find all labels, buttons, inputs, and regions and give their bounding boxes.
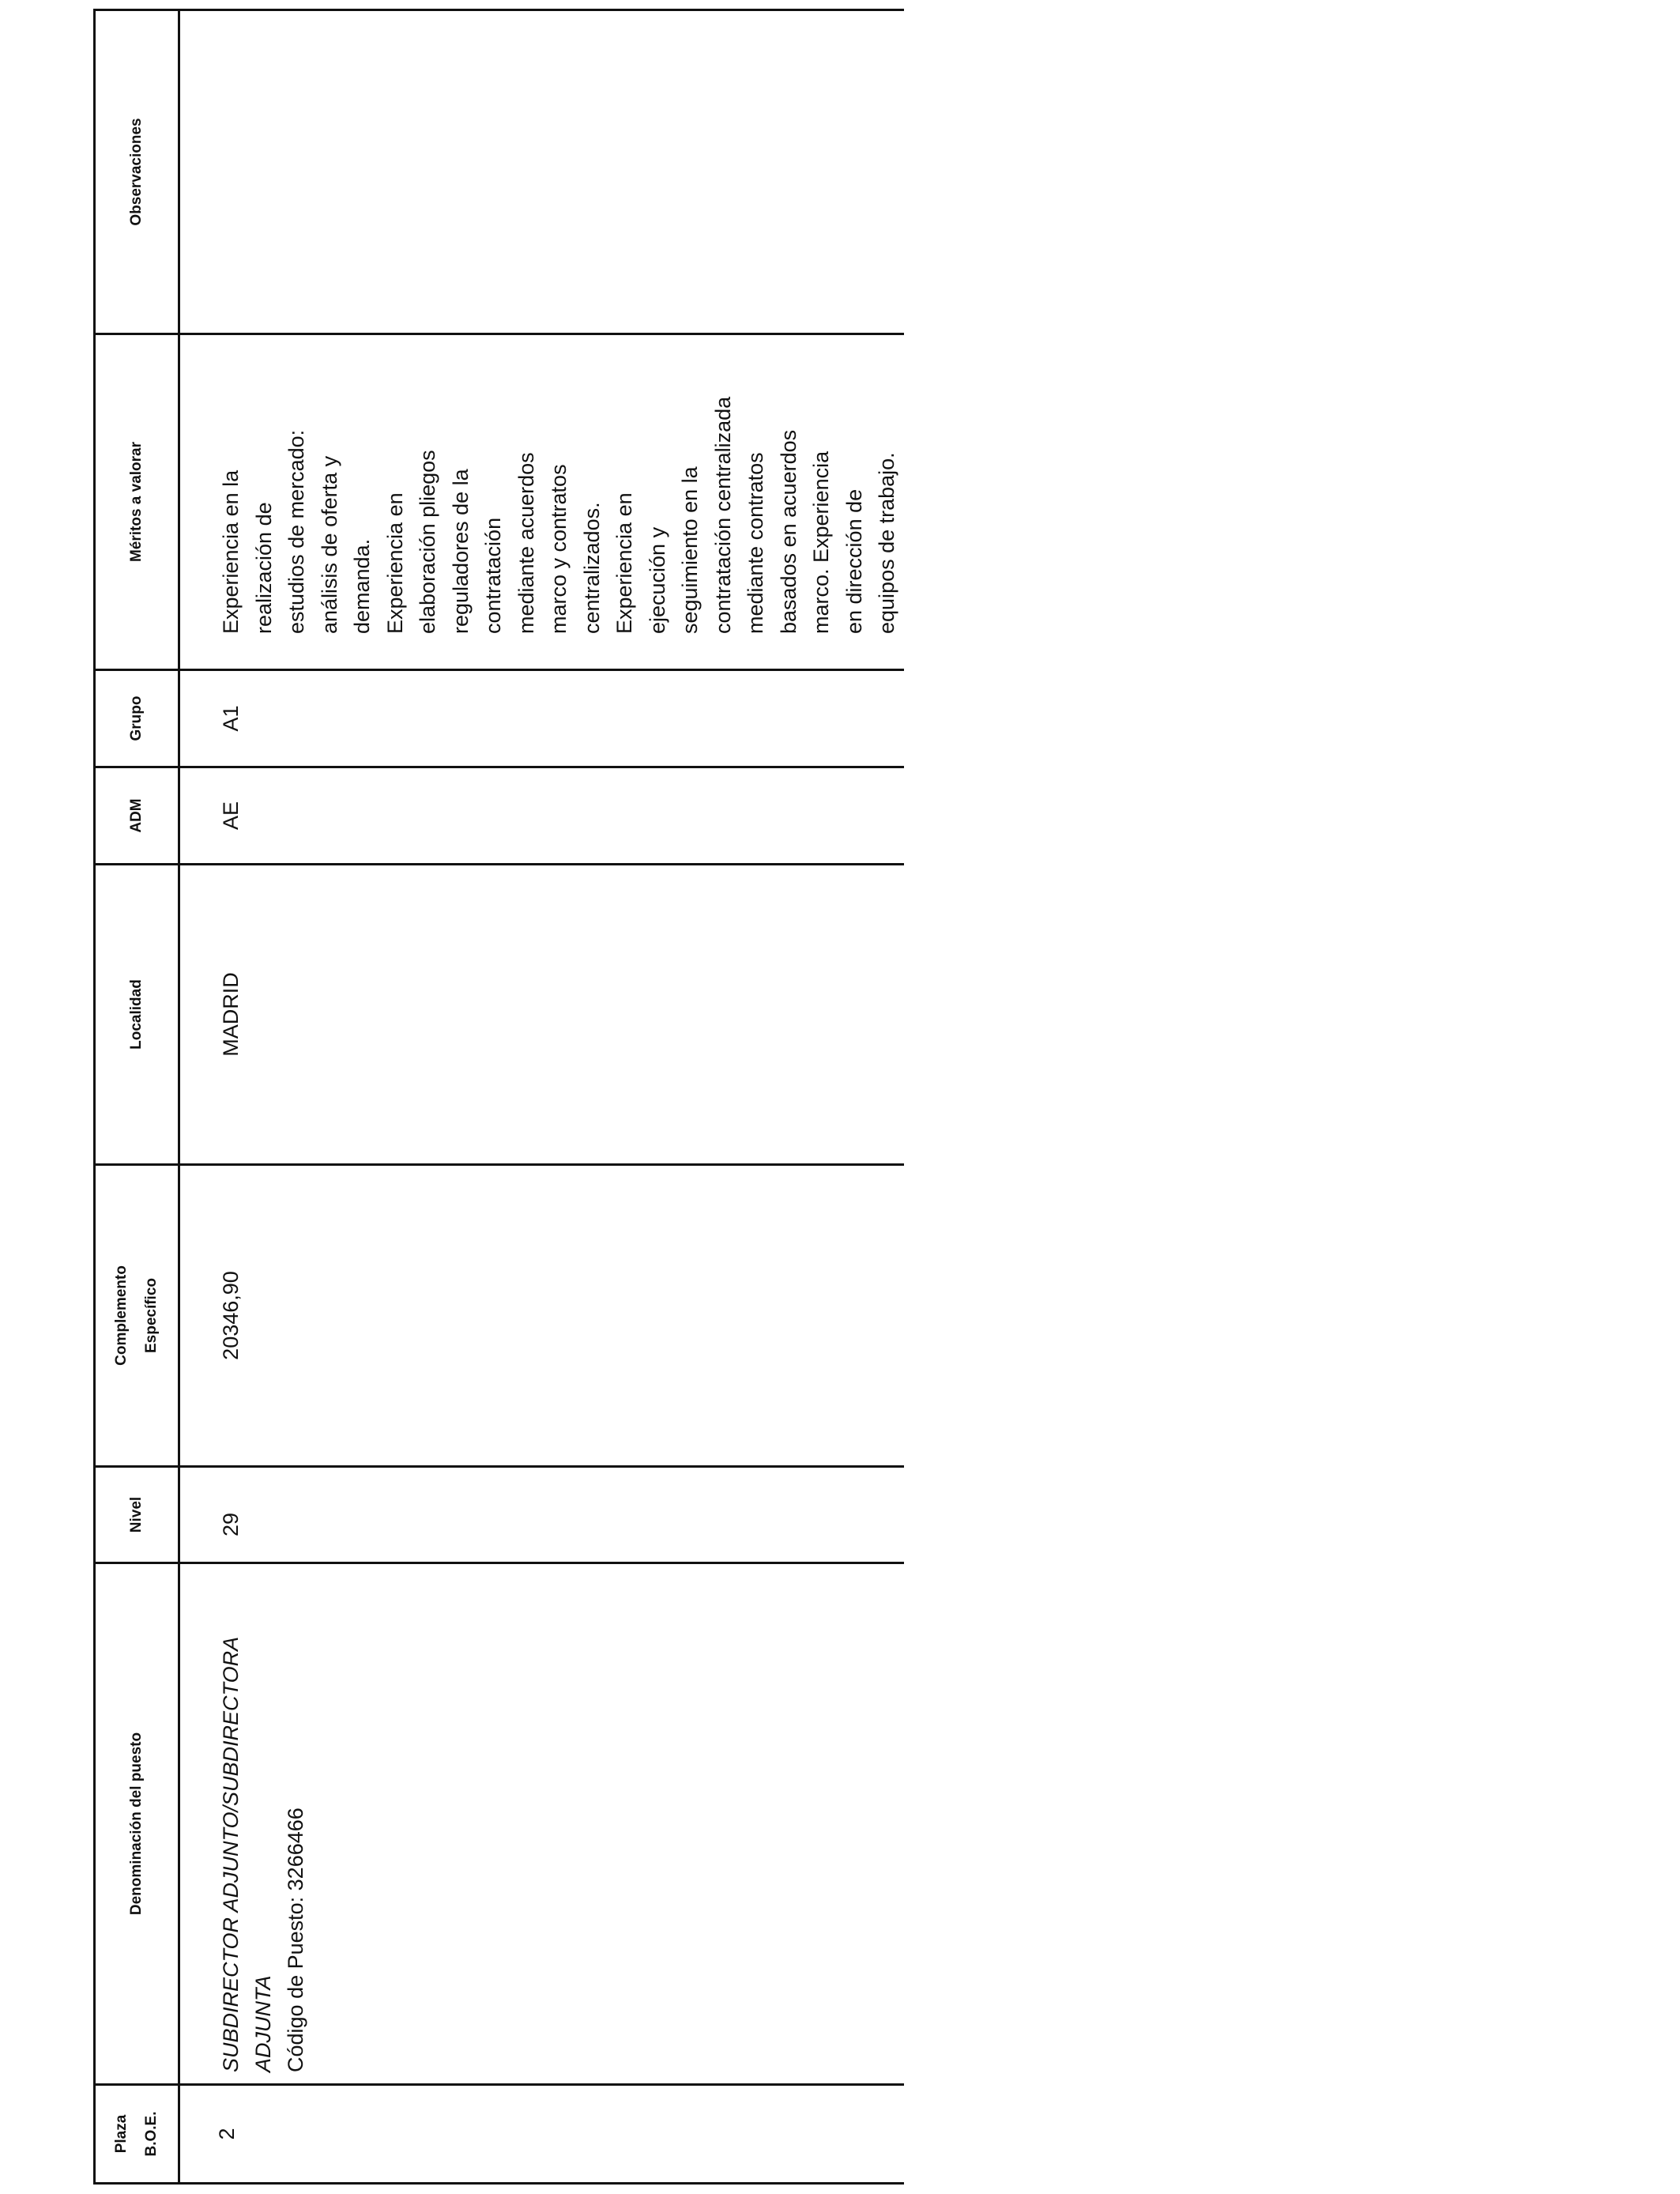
header-observaciones: Observaciones [95, 10, 179, 334]
meritos-line: seguimiento en la [678, 466, 702, 634]
meritos-line: en dirección de [842, 488, 866, 634]
positions-table-rotated [93, 11, 903, 2185]
meritos-line: Experiencia en la [219, 469, 243, 634]
header-meritos: Méritos a valorar [95, 334, 179, 670]
meritos-line: ejecución y [645, 526, 669, 634]
meritos-line: demanda. [350, 538, 374, 634]
header-plaza-line1: Plaza [113, 2114, 130, 2154]
cell-meritos [179, 334, 904, 670]
header-plaza-line2: B.O.E. [143, 2111, 160, 2157]
grupo-value: A1 [219, 705, 243, 732]
nivel-value: 29 [219, 1512, 243, 1536]
cell-nivel [179, 1467, 904, 1563]
meritos-line: basados en acuerdos [776, 429, 800, 634]
meritos-line: Experiencia en [612, 492, 636, 634]
meritos-line: equipos de trabajo. [875, 452, 898, 634]
meritos-line: centralizados. [579, 502, 604, 634]
header-plaza [95, 2085, 179, 2184]
header-grupo: Grupo [95, 670, 179, 767]
meritos-list [180, 335, 904, 669]
complemento-value: 20346,90 [219, 1271, 243, 1360]
localidad-value: MADRID [219, 972, 243, 1057]
meritos-line: análisis de oferta y [317, 455, 341, 634]
meritos-line: estudios de mercado: [284, 429, 308, 634]
meritos-line: elaboración pliegos [416, 450, 439, 634]
meritos-line: contratación centralizada [710, 396, 735, 634]
cell-adm [179, 767, 904, 865]
meritos-line: Experiencia en [382, 492, 407, 634]
cell-localidad [179, 865, 904, 1165]
header-complemento-line2: Específico [143, 1277, 160, 1354]
meritos-line: mediante acuerdos [514, 452, 538, 634]
positions-table [93, 9, 904, 2185]
meritos-line: mediante contratos [744, 452, 767, 634]
denominacion-block [180, 1564, 312, 2083]
header-complemento [95, 1165, 179, 1467]
header-denominacion: Denominación del puesto [95, 1563, 179, 2085]
header-localidad: Localidad [95, 865, 179, 1165]
plaza-value: 2 [215, 2128, 239, 2140]
denominacion-line1: SUBDIRECTOR ADJUNTO/SUBDIRECTORA [219, 1636, 243, 2072]
adm-value: AE [219, 801, 243, 831]
meritos-line: marco. Experiencia [809, 450, 833, 634]
meritos-line: realización de [251, 502, 276, 634]
table-row [179, 10, 904, 2184]
meritos-line: reguladores de la [448, 469, 473, 634]
header-nivel: Nivel [95, 1467, 179, 1563]
cell-grupo [179, 670, 904, 767]
header-complemento-line1: Complemento [113, 1265, 130, 1366]
cell-observaciones [179, 10, 904, 334]
header-adm: ADM [95, 767, 179, 865]
cell-plaza [179, 2085, 904, 2184]
meritos-line: contratación [481, 517, 505, 634]
cell-denominacion [179, 1563, 904, 2085]
denominacion-line2: ADJUNTA [251, 1975, 275, 2072]
meritos-line: marco y contratos [547, 464, 571, 634]
observaciones-value [180, 11, 215, 333]
header-row [95, 10, 179, 2184]
cell-complemento [179, 1165, 904, 1467]
codigo-puesto: Código de Puesto: 3266466 [284, 1808, 307, 2072]
